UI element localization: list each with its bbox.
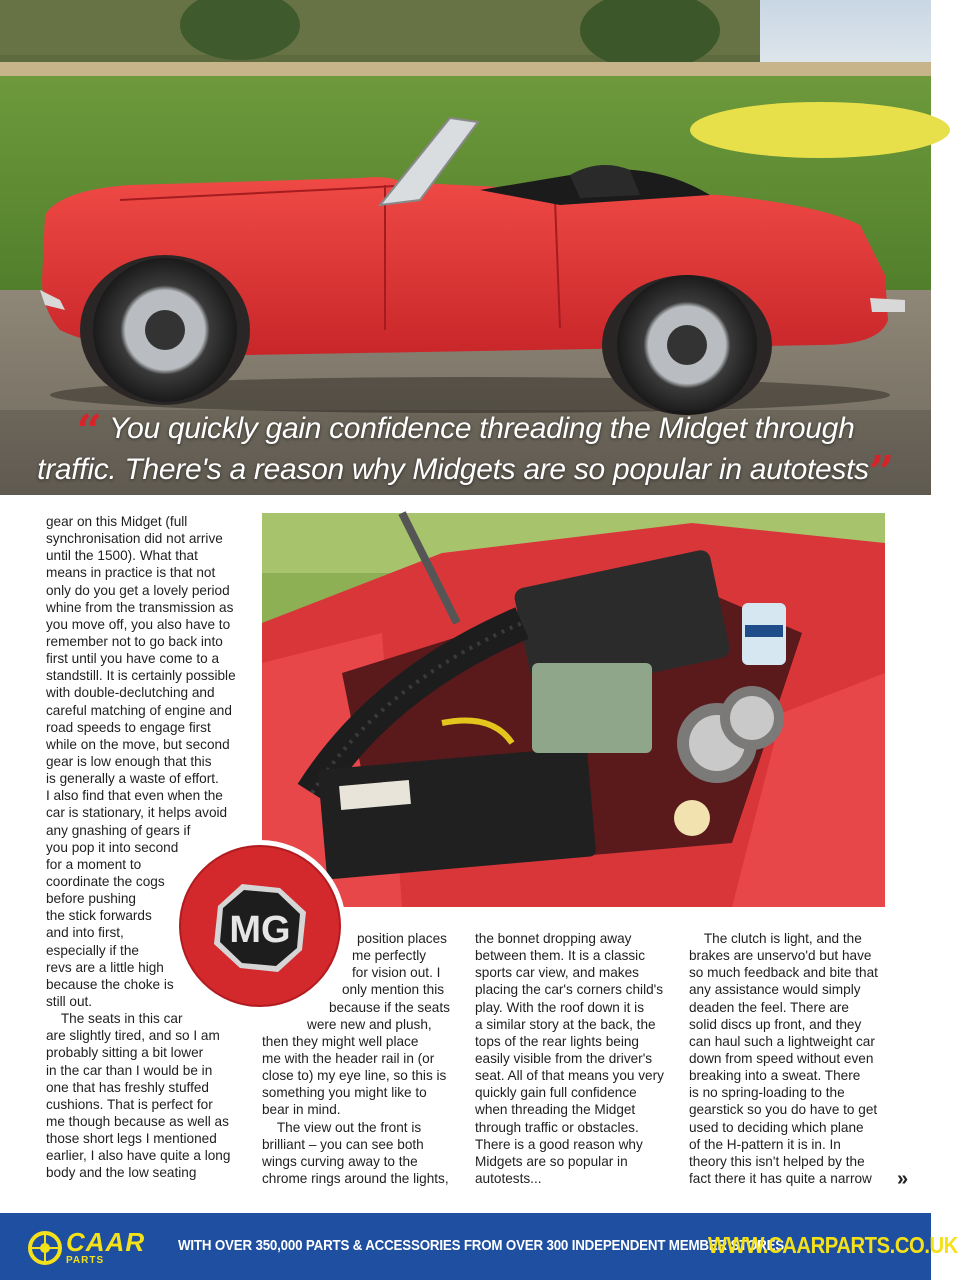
article-line: between them. It is a classic xyxy=(475,948,645,964)
article-line: in the car than I would be in xyxy=(46,1062,213,1078)
article-line: is no spring-loading to the xyxy=(689,1085,845,1101)
article-column-3 xyxy=(475,930,680,1187)
article-line: easily visible from the driver's xyxy=(475,1050,653,1066)
article-line: of the H-pattern it is in. In xyxy=(689,1136,841,1152)
article-line: one that has freshly stuffed xyxy=(46,1079,209,1095)
article-line: for vision out. I xyxy=(352,965,441,981)
article-line: used to deciding which plane xyxy=(689,1119,864,1135)
article-line: me though because as well as xyxy=(46,1113,229,1129)
pull-quote-text-2: traffic. There's a reason why Midgets are so popular in autotests xyxy=(37,453,869,486)
brand-subtitle: PARTS xyxy=(66,1255,105,1266)
article-line: are slightly tired, and so I am xyxy=(46,1028,220,1044)
article-line: theory this isn't helped by the xyxy=(689,1153,865,1169)
article-line: gear on this Midget (full xyxy=(46,514,188,529)
mg-badge-inset xyxy=(172,838,348,1014)
article-line: any assistance would simply xyxy=(689,982,861,998)
article-line: whine from the transmission as xyxy=(46,599,234,615)
article-line: bear in mind. xyxy=(262,1102,341,1118)
article-line: can haul such a lightweight car xyxy=(689,1033,875,1049)
pull-quote-line-1 xyxy=(0,406,931,457)
article-line: brilliant – you can see both xyxy=(262,1136,424,1152)
engine-bay-photo xyxy=(262,513,885,907)
article-line: tops of the rear lights being xyxy=(475,1033,639,1049)
article-line: deaden the feel. There are xyxy=(689,999,849,1015)
caar-parts-logo[interactable] xyxy=(28,1227,158,1267)
footer-banner xyxy=(0,1213,958,1280)
mg-badge-icon xyxy=(172,838,348,1014)
article-line: sports car view, and makes xyxy=(475,965,639,981)
article-line: The clutch is light, and the xyxy=(689,931,862,946)
article-line: autotests... xyxy=(475,1170,542,1186)
pull-quote-line-2 xyxy=(0,447,931,498)
article-line: those short legs I mentioned xyxy=(46,1131,217,1147)
article-line: gear is low enough that this xyxy=(46,753,212,769)
article-line: synchronisation did not arrive xyxy=(46,531,223,547)
mg-badge-text: MG xyxy=(229,909,291,951)
article-line: until the 1500). What that xyxy=(46,548,198,564)
article-line: because the choke is xyxy=(46,976,174,992)
article-line: careful matching of engine and xyxy=(46,702,232,718)
continue-marker: » xyxy=(897,1168,909,1190)
pull-quote-text-1: You quickly gain confidence threading the Midget through xyxy=(109,412,855,445)
article-line: standstill. It is certainly possible xyxy=(46,668,236,684)
article-line: brakes are unservo'd but have xyxy=(689,948,872,964)
article-line: for a moment to xyxy=(46,856,142,872)
article-line: earlier, I also have quite a long xyxy=(46,1148,231,1164)
article-line: means in practice is that not xyxy=(46,565,216,581)
article-line: with double-declutching and xyxy=(46,685,215,701)
article-line: you pop it into second xyxy=(46,839,179,855)
article-column-4 xyxy=(689,930,899,1187)
article-line: road speeds to engage first xyxy=(46,719,211,735)
article-line: still out. xyxy=(46,993,93,1009)
close-quote-mark-icon: ” xyxy=(868,447,894,498)
article-line: and into first, xyxy=(46,925,124,941)
article-line: through traffic or obstacles. xyxy=(475,1119,639,1135)
article-line: wings curving away to the xyxy=(262,1153,418,1169)
article-line: any gnashing of gears if xyxy=(46,822,191,838)
article-line: the stick forwards xyxy=(46,908,152,924)
pull-quote xyxy=(0,406,931,498)
hero-photo xyxy=(0,0,931,498)
article-line: only do you get a lovely period xyxy=(46,582,230,598)
footer-website-link[interactable]: WWW.CAARPARTS.CO.UK xyxy=(708,1232,958,1258)
article-line: I also find that even when the xyxy=(46,788,223,804)
article-line: is generally a waste of effort. xyxy=(46,771,219,787)
article-line: There is a good reason why xyxy=(475,1136,643,1152)
article-line: a similar story at the back, the xyxy=(475,1016,656,1032)
article-line: car is stationary, it helps avoid xyxy=(46,805,228,821)
article-line: remember not to go back into xyxy=(46,633,223,649)
article-line: Midgets are so popular in xyxy=(475,1153,628,1169)
wheel-logo-icon xyxy=(28,1231,62,1265)
article-line: revs are a little high xyxy=(46,959,164,975)
article-line: seat. All of that means you very xyxy=(475,1068,664,1084)
article-line: cushions. That is perfect for xyxy=(46,1096,213,1112)
article-line: body and the low seating xyxy=(46,1165,197,1181)
article-line: chrome rings around the lights, xyxy=(262,1170,449,1186)
article-line: something you might like to xyxy=(262,1085,427,1101)
footer-tagline: WITH OVER 350,000 PARTS & ACCESSORIES FROM OVER 300 INDEPENDENT MEMBER STORES xyxy=(178,1238,785,1254)
article-line: me with the header rail in (or xyxy=(262,1050,435,1066)
brand-name: CAAR xyxy=(66,1227,146,1257)
article-line: because if the seats xyxy=(329,999,450,1015)
article-line: first until you have come to a xyxy=(46,651,220,667)
article-line: quickly gain full confidence xyxy=(475,1085,637,1101)
engine-bay-illustration xyxy=(262,513,885,907)
open-quote-mark-icon: “ xyxy=(76,406,102,457)
article-line: close to) my eye line, so this is xyxy=(262,1068,447,1084)
article-line: you move off, you also have to xyxy=(46,616,231,632)
article-line: me perfectly xyxy=(352,948,427,964)
article-line: coordinate the cogs xyxy=(46,873,165,889)
article-line: especially if the xyxy=(46,942,139,958)
article-line: while on the move, but second xyxy=(46,736,230,752)
article-line: placing the car's corners child's xyxy=(475,982,664,998)
article-line: before pushing xyxy=(46,891,136,907)
article-line: fact there it has quite a narrow xyxy=(689,1170,872,1186)
article-line: so much feedback and bite that xyxy=(689,965,878,981)
article-line: when threading the Midget xyxy=(475,1102,636,1118)
article-line: the bonnet dropping away xyxy=(475,931,632,946)
article-line: play. With the roof down it is xyxy=(475,999,644,1015)
article-line: solid discs up front, and they xyxy=(689,1016,862,1032)
article-line: position places xyxy=(357,931,447,946)
article-line: gearstick so you do have to get xyxy=(689,1102,878,1118)
article-line: down from speed without even xyxy=(689,1050,874,1066)
article-line: breaking into a sweat. There xyxy=(689,1068,861,1084)
article-line: then they might well place xyxy=(262,1033,419,1049)
article-line: probably sitting a bit lower xyxy=(46,1045,204,1061)
article-line: were new and plush, xyxy=(307,1016,432,1032)
article-line: The seats in this car xyxy=(46,1011,183,1027)
article-line: The view out the front is xyxy=(262,1119,422,1135)
article-line: only mention this xyxy=(342,982,445,998)
